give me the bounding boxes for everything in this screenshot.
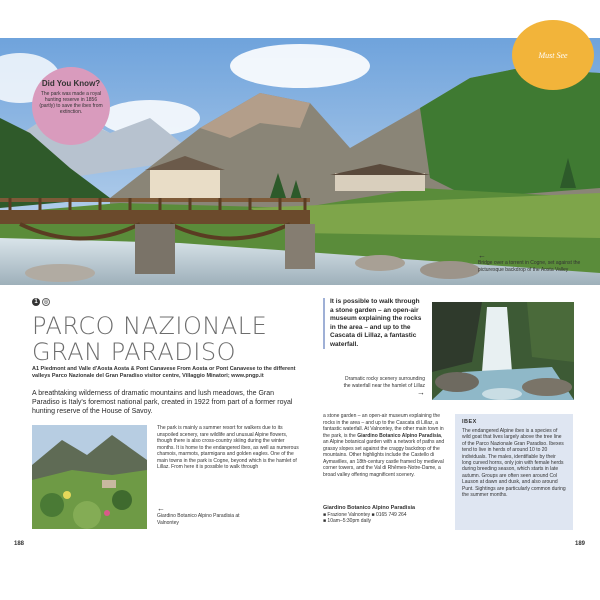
- right-body-text: [323, 413, 449, 478]
- arrow-right-icon: →: [417, 388, 425, 397]
- left-photo-caption: [157, 505, 247, 526]
- left-photo-caption-text: Giardino Botanico Alpino Paradisia at Valnontey: [157, 513, 240, 526]
- phone-icon: ■: [371, 511, 375, 518]
- star-rating-icon: ◎: [43, 299, 49, 305]
- garden-title: Giardino Botanico Alpino Paradisia: [323, 505, 416, 511]
- botanical-garden-photo: [32, 425, 147, 529]
- practical-info: A1 Piedmont and Valle d'Aosta Aosta & Pont Canavese From Aosta or Pont Canavese to the different valleys Parco Nazionale del Gran Paradiso visitor centre, Villaggio Minatori; www.pngp.it: [32, 366, 296, 379]
- did-you-know-title: Did You Know?: [41, 79, 101, 88]
- right-photo-caption-text: Dramatic rocky scenery surrounding the waterfall near the hamlet of Lillaz: [343, 376, 425, 389]
- ibex-sidebar: [455, 414, 573, 530]
- garden-location: Frazione Valnontey: [327, 511, 371, 518]
- right-photo-caption: [340, 376, 425, 397]
- garden-phone: 0165 749 264: [375, 511, 407, 518]
- page-number-right: 189: [575, 541, 586, 547]
- entry-number-badge: 1: [32, 298, 40, 306]
- garden-hours: 10am–5:30pm daily: [327, 518, 372, 524]
- waterfall-photo: [432, 302, 574, 400]
- hero-caption: [478, 252, 588, 273]
- location-icon: ■: [323, 511, 327, 518]
- ibex-title: IBEX: [462, 419, 477, 425]
- did-you-know-badge: [32, 67, 110, 145]
- clock-icon: ■: [323, 518, 327, 524]
- arrow-left-icon: ←: [478, 251, 486, 260]
- right-body-part-1: a stone garden – an open-air museum explaining the rocks in the area – and up to the Cascata di Lillaz, a fantastic waterfall. At Valnontey, the other main town in the park, is the: [323, 413, 444, 439]
- page-number-left: 188: [14, 541, 25, 547]
- garden-info-block: [323, 505, 453, 525]
- intro-paragraph: A breathtaking wilderness of dramatic mountains and lush meadows, the Gran Paradiso is Italy's foremost national park, created in 1922 from part of a former royal hunting reserve of the House of Savoy.: [32, 390, 293, 415]
- must-see-badge: Must See: [512, 20, 594, 90]
- page-title: PARCO NAZIONALE GRAN PARADISO: [32, 312, 268, 366]
- garden-hours-row: [323, 518, 453, 525]
- hero-caption-text: Bridge over a torrent in Cogne, set against the picturesque backdrop of the Aosta Valley: [478, 260, 581, 273]
- right-body-bold: Giardino Botanico Alpino Paradisia: [357, 432, 441, 439]
- pull-quote: It is possible to walk through a stone garden – an open-air museum explaining the rocks in the area – and up to the Cascata di Lillaz, a fantastic waterfall.: [323, 298, 423, 349]
- left-body-text: The park is mainly a summer resort for walkers due to its unspoiled scenery, rare wildlife and unusual Alpine flowers, though there is also cross-country skiing during the winter months. It is home to the endangered ibex, as well as numerous chamois, marmots, ptarmigans and golden eagles. One of the main towns in the park is Cogne, beyond which is the hamlet of Lillaz. From here it is possible to walk through: [157, 425, 299, 470]
- arrow-left-icon: ←: [157, 504, 165, 513]
- entry-badges: [32, 298, 50, 306]
- right-body-part-2: , an Alpine botanical garden with a network of paths and grassy slopes set against the craggy backdrop of the mountains. Other highlights include the Castello di Aymavilles, an 18th-century castle framed by medieval corner towers, and the Val di Rhêmes-Notre-Dame, a broad valley offering magnificent scenery.: [323, 432, 445, 478]
- ibex-text: The endangered Alpine ibex is a species of wild goat that lives largely above the tree line of the Parco Nazionale Gran Paradiso. Ibexes tend to live in herds of around 10 to 20 individuals. The males, identifiable by their long curved horns, only join with female herds during breeding season, which starts in late autumn. Groups are often seen around Col Lauson at dawn and dusk, and also around Punt. Sightings are particularly common during the summer months.: [462, 428, 566, 499]
- did-you-know-text: The park was made a royal hunting reserve in 1856 (partly) to save the ibex from extinction.: [39, 91, 103, 115]
